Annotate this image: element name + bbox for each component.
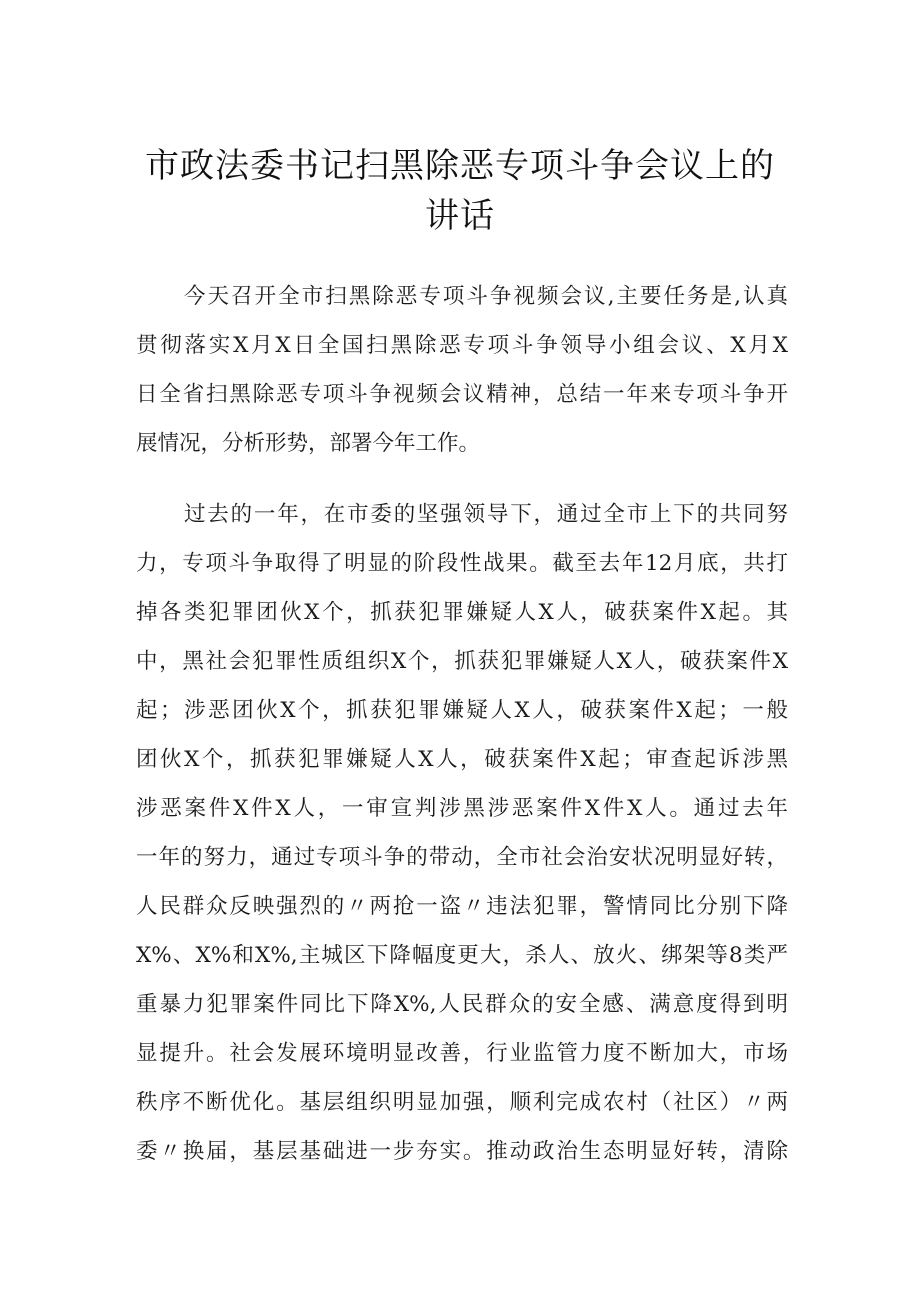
paragraph-1-line: 贯彻落实X月X日全国扫黑除恶专项斗争领导小组会议、X月X <box>136 333 788 358</box>
paragraph-2-line: 中，黑社会犯罪性质组织X个，抓获犯罪嫌疑人X人，破获案件X <box>136 649 788 674</box>
paragraph-2-line: 秩序不断优化。基层组织明显加强，顺利完成农村（社区）〃两 <box>136 1090 788 1115</box>
paragraph-2-line: 委〃换届，基层基础进一步夯实。推动政治生态明显好转，清除 <box>136 1139 788 1164</box>
paragraph-1-line: 今天召开全市扫黑除恶专项斗争视频会议,主要任务是,认真 <box>184 284 788 309</box>
paragraph-2-line: 起；涉恶团伙X个，抓获犯罪嫌疑人X人，破获案件X起；一般 <box>136 698 788 723</box>
paragraph-2-line: X%、X%和X%,主城区下降幅度更大，杀人、放火、绑架等8类严 <box>136 943 788 968</box>
document-title-line-1: 市政法委书记扫黑除恶专项斗争会议上的 <box>145 146 775 186</box>
paragraph-2-line: 团伙X个，抓获犯罪嫌疑人X人，破获案件X起；审查起诉涉黑 <box>136 747 788 772</box>
paragraph-2-line: 涉恶案件X件X人，一审宣判涉黑涉恶案件X件X人。通过去年 <box>136 796 788 821</box>
paragraph-1-line: 日全省扫黑除恶专项斗争视频会议精神，总结一年来专项斗争开 <box>136 382 788 407</box>
paragraph-2-line: 一年的努力，通过专项斗争的带动，全市社会治安状况明显好转， <box>136 845 788 870</box>
paragraph-2-line: 重暴力犯罪案件同比下降X%,人民群众的安全感、满意度得到明 <box>136 992 788 1017</box>
paragraph-2-line: 掉各类犯罪团伙X个，抓获犯罪嫌疑人X人，破获案件X起。其 <box>136 600 788 625</box>
paragraph-1-line: 展情况，分析形势，部署今年工作。 <box>136 431 481 456</box>
paragraph-2-line: 人民群众反映强烈的〃两抢一盗〃违法犯罪，警情同比分别下降 <box>136 894 788 919</box>
paragraph-2-line: 过去的一年，在市委的坚强领导下，通过全市上下的共同努 <box>184 502 788 527</box>
document-title-line-2: 讲话 <box>425 196 495 236</box>
paragraph-2-line: 力，专项斗争取得了明显的阶段性战果。截至去年12月底，共打 <box>136 551 788 576</box>
paragraph-2-line: 显提升。社会发展环境明显改善，行业监管力度不断加大，市场 <box>136 1041 788 1066</box>
